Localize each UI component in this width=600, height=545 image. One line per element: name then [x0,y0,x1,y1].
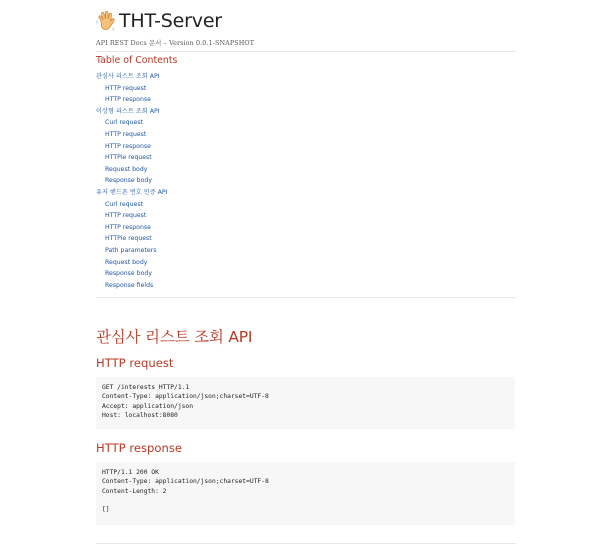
doc-subtitle: API REST Docs 문서 – Version 0.0.1-SNAPSHOT [96,39,255,47]
toc-link[interactable]: 이상형 리스트 조회 API [96,107,160,115]
toc-divider [96,297,516,298]
toc-link[interactable]: Request body [105,258,148,266]
toc-link[interactable]: HTTP response [105,142,151,150]
section-title: 관심사 리스트 조회 API [96,328,253,346]
page-title: THT-Server [119,10,222,32]
section-divider [96,543,516,544]
toc-link[interactable]: HTTP request [105,130,147,138]
toc-link[interactable]: HTTP response [105,96,151,104]
toc-link[interactable]: Path parameters [105,246,157,254]
http-response-code: HTTP/1.1 200 OK Content-Type: application/json;charset=UTF-8 Content-Length: 2 [] [96,462,515,525]
waving-hand-icon [96,10,116,32]
toc-link[interactable]: HTTPie request [105,154,152,162]
http-response-heading: HTTP response [96,441,183,455]
table-of-contents [96,55,516,291]
toc-link[interactable]: HTTP request [105,84,147,92]
http-request-code: GET /interests HTTP/1.1 Content-Type: application/json;charset=UTF-8 Accept: application/json Host: localhost:8080 [96,377,515,429]
toc-link[interactable]: Curl request [105,119,143,127]
toc-link[interactable]: HTTP request [105,212,147,220]
toc-list [96,71,516,291]
http-request-heading: HTTP request [96,356,174,370]
toc-link[interactable]: Response fields [105,281,154,289]
header-divider [96,51,516,52]
toc-link[interactable]: Curl request [105,200,143,208]
toc-link[interactable]: Response body [105,177,152,185]
document-header [96,9,516,52]
toc-link[interactable]: 유저 핸드폰 번호 인증 API [96,188,168,196]
toc-link[interactable]: HTTPie request [105,235,152,243]
toc-link[interactable]: 관심사 리스트 조회 API [96,73,160,80]
title-row [96,9,516,33]
toc-link[interactable]: Response body [105,270,152,278]
toc-link[interactable]: HTTP response [105,223,151,231]
toc-link[interactable]: Request body [105,165,148,173]
toc-title: Table of Contents [96,55,178,66]
